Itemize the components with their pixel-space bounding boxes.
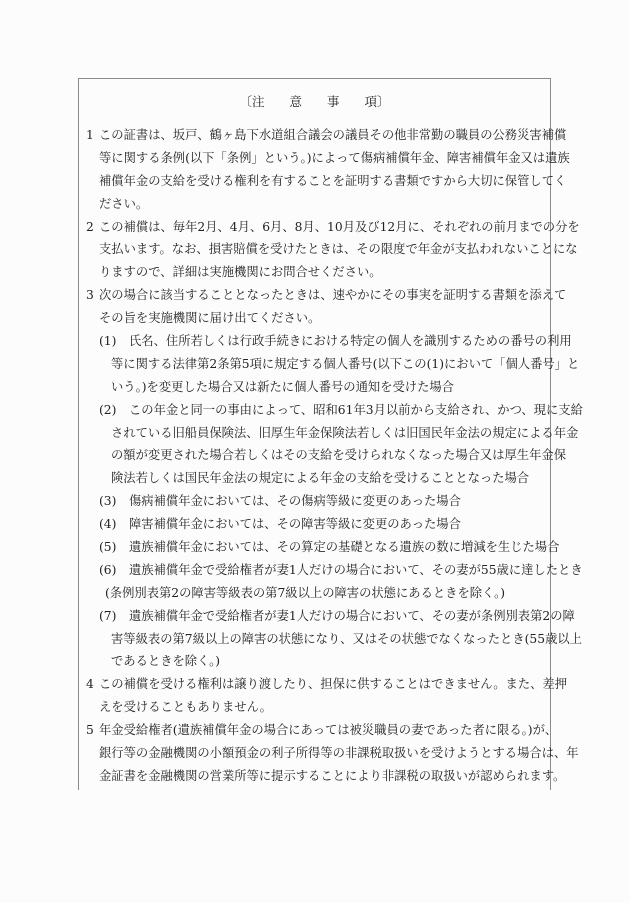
subitem-line: されている旧船員保険法、旧厚生年金保険法若しくは旧国民年金法の規定による年金 xyxy=(111,425,579,440)
subitem-number: (4) xyxy=(99,517,117,532)
subitem-number: (7) xyxy=(99,608,117,623)
notice-content xyxy=(86,124,583,788)
item-number: 5 xyxy=(86,723,94,738)
notice-item-5 xyxy=(86,719,579,788)
item-number: 4 xyxy=(86,677,94,692)
notice-item-2 xyxy=(86,216,580,285)
subitem-5 xyxy=(86,536,560,559)
subitem-line: であるときを除く。) xyxy=(111,654,221,669)
notice-item-1 xyxy=(86,124,570,216)
notice-box xyxy=(78,78,583,790)
item-line: 1 この証書は、坂戸、鶴ヶ島下水道組合議会の議員その他非常勤の職員の公務災害補償 xyxy=(86,124,548,147)
subitem-line: 等に関する法律第2条第5項に規定する個人番号(以下この(1)において「個人番号」と xyxy=(111,356,580,371)
item-line: 支払います。なお、損害賠償を受けたときは、その限度で年金が支払われないことにな xyxy=(99,242,578,257)
subitem-line: (5) 遺族補償年金においては、その算定の基礎となる遺族の数に増減を生じた場合 xyxy=(86,536,548,559)
subitem-line: いう。)を変更した場合又は新たに個人番号の通知を受けた場合 xyxy=(111,379,454,394)
item-line: えを受けることもありません。 xyxy=(99,700,272,715)
subitem-line: (1) 氏名、住所若しくは行政手続きにおける特定の個人を識別するための番号の利用 xyxy=(86,330,548,353)
subitem-7 xyxy=(86,605,582,674)
item-number: 3 xyxy=(86,288,94,303)
item-line: 4 この補償を受ける権利は譲り渡したり、担保に供することはできません。また、差押 xyxy=(86,673,548,696)
subitem-line: (2) この年金と同一の事由によって、昭和61年3月以前から支給され、かつ、現に支給 xyxy=(86,399,548,422)
item-line: 補償年金の支給を受ける権利を有することを証明する書類ですから大切に保管してく xyxy=(99,173,567,188)
item-line: ださい。 xyxy=(99,196,149,211)
item-line: 金証書を金融機関の営業所等に提示することにより非課税の取扱いが認められます。 xyxy=(99,768,566,783)
item-line: 等に関する条例(以下「条例」という。)によって傷病補償年金、障害補償年金又は遺族 xyxy=(99,150,570,165)
subitem-number: (3) xyxy=(99,494,117,509)
subitem-line: 害等級表の第7級以上の障害の状態になり、又はその状態でなくなったとき(55歳以上 xyxy=(111,631,582,646)
notice-title: 〔注 意 事 項〕 xyxy=(239,94,390,109)
subitem-number: (5) xyxy=(99,540,117,555)
subitem-line: (4) 障害補償年金においては、その障害等級に変更のあった場合 xyxy=(86,513,548,536)
subitem-number: (2) xyxy=(99,402,117,417)
item-number: 1 xyxy=(86,128,94,142)
subitem-line: (6) 遺族補償年金で受給権者が妻1人だけの場合において、その妻が55歳に達したとき xyxy=(86,559,548,582)
subitem-line: 険法若しくは国民年金法の規定による年金の支給を受けることとなった場合 xyxy=(111,471,530,486)
item-line: 5 年金受給権者(遺族補償年金の場合にあっては被災職員の妻であった者に限る。)が、 xyxy=(86,719,548,742)
subitem-1 xyxy=(86,330,580,399)
notice-item-3 xyxy=(86,284,583,673)
subitem-line: (条例別表第2の障害等級表の第7級以上の障害の状態にあるときを除く。) xyxy=(105,585,506,600)
subitem-number: (6) xyxy=(99,562,117,577)
item-line: 銀行等の金融機関の小額預金の利子所得等の非課税取扱いを受けようとする場合は、年 xyxy=(99,746,579,761)
subitem-4 xyxy=(86,513,548,536)
item-line: りますので、詳細は実施機関にお問合せください。 xyxy=(99,265,382,280)
subitem-line: (7) 遺族補償年金で受給権者が妻1人だけの場合において、その妻が条例別表第2の障 xyxy=(86,605,548,628)
notice-item-4 xyxy=(86,673,568,719)
item-line: 2 この補償は、毎年2月、4月、6月、8月、10月及び12月に、それぞれの前月までの分を xyxy=(86,216,548,239)
subitem-3 xyxy=(86,490,548,513)
subitem-2 xyxy=(86,399,583,491)
subitem-number: (1) xyxy=(99,334,117,349)
subitem-6 xyxy=(86,559,583,605)
item-number: 2 xyxy=(86,219,94,234)
item-line: 3 次の場合に該当することとなったときは、速やかにその事実を証明する書類を添えて xyxy=(86,284,548,307)
subitem-line: (3) 傷病補償年金においては、その傷病等級に変更のあった場合 xyxy=(86,490,548,513)
item-line: その旨を実施機関に届け出てください。 xyxy=(99,311,321,326)
subitem-line: の額が変更された場合若しくはその支給を受けられなくなった場合又は厚生年金保 xyxy=(111,448,566,463)
